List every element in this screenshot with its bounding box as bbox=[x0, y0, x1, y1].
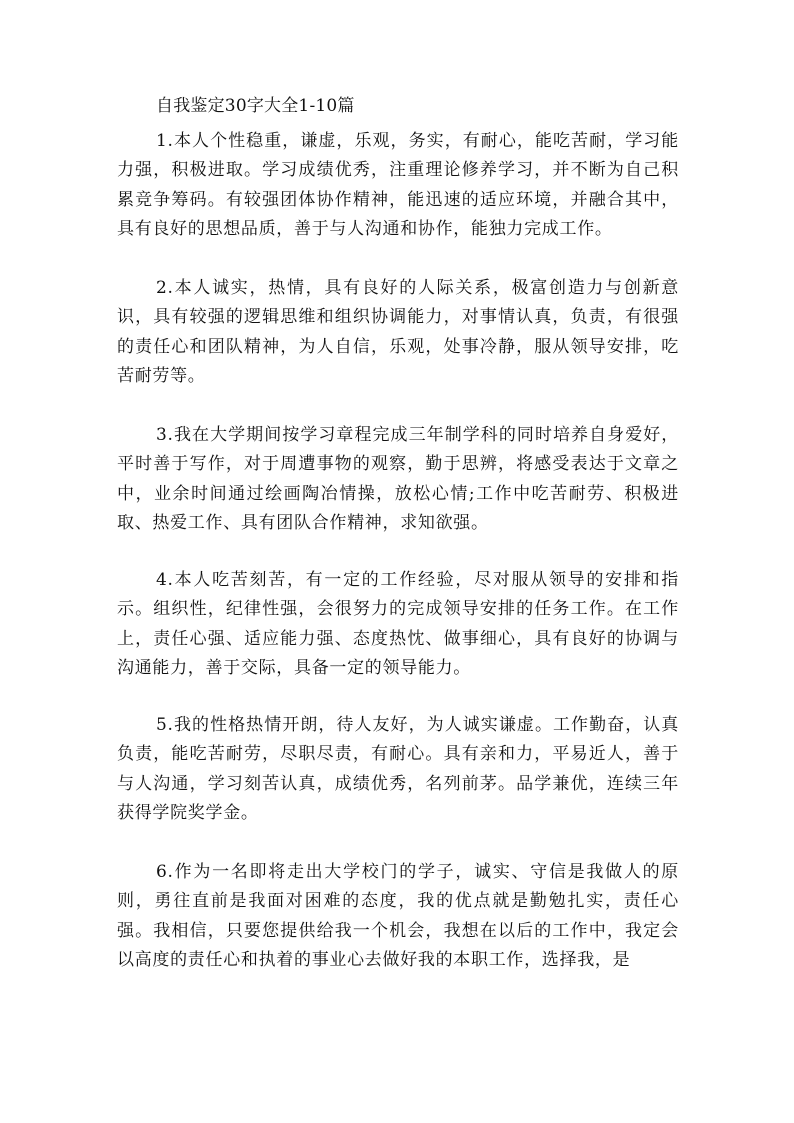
paragraph-5: 5.我的性格热情开朗，待人友好，为人诚实谦虚。工作勤奋，认真负责，能吃苦耐劳，尽职尽责，有耐心。具有亲和力，平易近人，善于与人沟通，学习刻苦认真，成绩优秀，名列前茅。品学兼优，连续三年获得学院奖学金。 bbox=[117, 715, 679, 824]
paragraph-1: 1.本人个性稳重，谦虚，乐观，务实，有耐心，能吃苦耐，学习能力强，积极进取。学习成绩优秀，注重理论修养学习，并不断为自己积累竞争筹码。有较强团体协作精神，能迅速的适应环境，并融合其中，具有良好的思想品质，善于与人沟通和协作，能独力完成工作。 bbox=[117, 131, 679, 240]
document-title: 自我鉴定30字大全1-10篇 bbox=[156, 96, 355, 116]
paragraph-6: 6.作为一名即将走出大学校门的学子，诚实、守信是我做人的原则，勇往直前是我面对困难的态度，我的优点就是勤勉扎实，责任心强。我相信，只要您提供给我一个机会，我想在以后的工作中，我定会以高度的责任心和执着的事业心去做好我的本职工作，选择我，是 bbox=[117, 862, 679, 971]
paragraph-2: 2.本人诚实，热情，具有良好的人际关系，极富创造力与创新意识，具有较强的逻辑思维和组织协调能力，对事情认真，负责，有很强的责任心和团队精神，为人自信，乐观，处事冷静，服从领导安排，吃苦耐劳等。 bbox=[117, 278, 679, 387]
paragraph-4: 4.本人吃苦刻苦，有一定的工作经验，尽对服从领导的安排和指示。组织性，纪律性强，会很努力的完成领导安排的任务工作。在工作上，责任心强、适应能力强、态度热忱、做事细心，具有良好的协调与沟通能力，善于交际，具备一定的领导能力。 bbox=[117, 570, 679, 679]
paragraph-3: 3.我在大学期间按学习章程完成三年制学科的同时培养自身爱好，平时善于写作，对于周遭事物的观察，勤于思辨，将感受表达于文章之中，业余时间通过绘画陶冶情操，放松心情;工作中吃苦耐劳、积极进取、热爱工作、具有团队合作精神，求知欲强。 bbox=[117, 425, 679, 534]
